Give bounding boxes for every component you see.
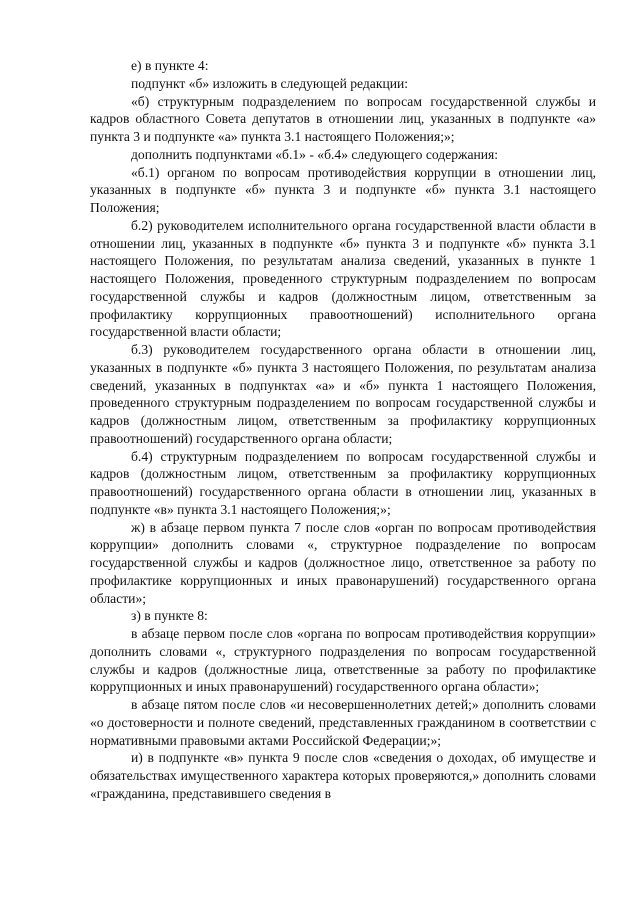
paragraph-subitem-b1: «б.1) органом по вопросам противодействия коррупции в отношении лиц, указанных в подпункте «б» пункта 3 и подпункте «б» пункта 3.1 настоящего Положения; — [90, 164, 596, 215]
paragraph-subitem-b-intro: подпункт «б» изложить в следующей редакции: — [131, 75, 409, 91]
document-page — [90, 57, 596, 803]
paragraph-item-z: з) в пункте 8: — [131, 608, 208, 624]
paragraph-item-i: и) в подпункте «в» пункта 9 после слов «сведения о доходах, об имуществе и обязательствах имущественного характера которых проверяются,» дополнить словами «гражданина, представившего сведения в — [90, 750, 596, 801]
paragraph-subitem-b2: б.2) руководителем исполнительного органа государственной власти области в отношении лиц, указанных в подпункте «б» пункта 3 и подпункте «б» пункта 3.1 настоящего Положения, по результатам анализа сведений, указанных в пункте 1 настоящего Положения, проведенного структурным подразделением по вопросам государственной службы и кадров (должностным лицом, ответственным за профилактику коррупционных правоотношений) исполнительного органа государственной власти области; — [90, 217, 596, 340]
paragraph-subitem-b3: б.3) руководителем государственного органа области в отношении лиц, указанных в подпункте «б» пункта 3 настоящего Положения, по результатам анализа сведений, указанных в подпунктах «а» и «б» пункта 1 настоящего Положения, проведенного структурным подразделением по вопросам государственной службы и кадров (должностным лицом, ответственным за профилактику коррупционных правоотношений) государственного органа области; — [90, 342, 596, 446]
paragraph-item-zh: ж) в абзаце первом пункта 7 после слов «орган по вопросам противодействия коррупции» дополнить словами «, структурное подразделение по вопросам государственной службы и кадров (должностное лицо, ответственное за работу по профилактике коррупционных и иных правонарушений) государственного органа области»; — [90, 519, 596, 606]
paragraph-item-e: е) в пункте 4: — [131, 58, 209, 73]
paragraph-subitem-b4: б.4) структурным подразделением по вопросам государственной службы и кадров (должностным лицом, ответственным за профилактику коррупционных правоотношений) государственного органа области в отношении лиц, указанных в подпункте «в» пункта 3.1 настоящего Положения;»; — [90, 448, 596, 517]
paragraph-item-z-first: в абзаце первом после слов «органа по вопросам противодействия коррупции» дополнить словами «, структурного подразделения по вопросам государственной службы и кадров (должностные лица, ответственные за работу по профилактике коррупционных и иных правонарушений) государственного органа области»; — [90, 626, 596, 695]
paragraph-item-z-fifth: в абзаце пятом после слов «и несовершеннолетних детей;» дополнить словами «о достоверности и полноте сведений, представленных гражданином в соответствии с нормативными правовыми актами Российской Федерации;»; — [90, 697, 596, 748]
paragraph-add-subitems-intro: дополнить подпунктами «б.1» - «б.4» следующего содержания: — [131, 146, 499, 162]
paragraph-subitem-b-text: «б) структурным подразделением по вопросам государственной службы и кадров областного Совета депутатов в отношении лиц, указанных в подпункте «а» пункта 3 и подпункте «а» пункта 3.1 настоящего Положения;»; — [90, 93, 596, 144]
